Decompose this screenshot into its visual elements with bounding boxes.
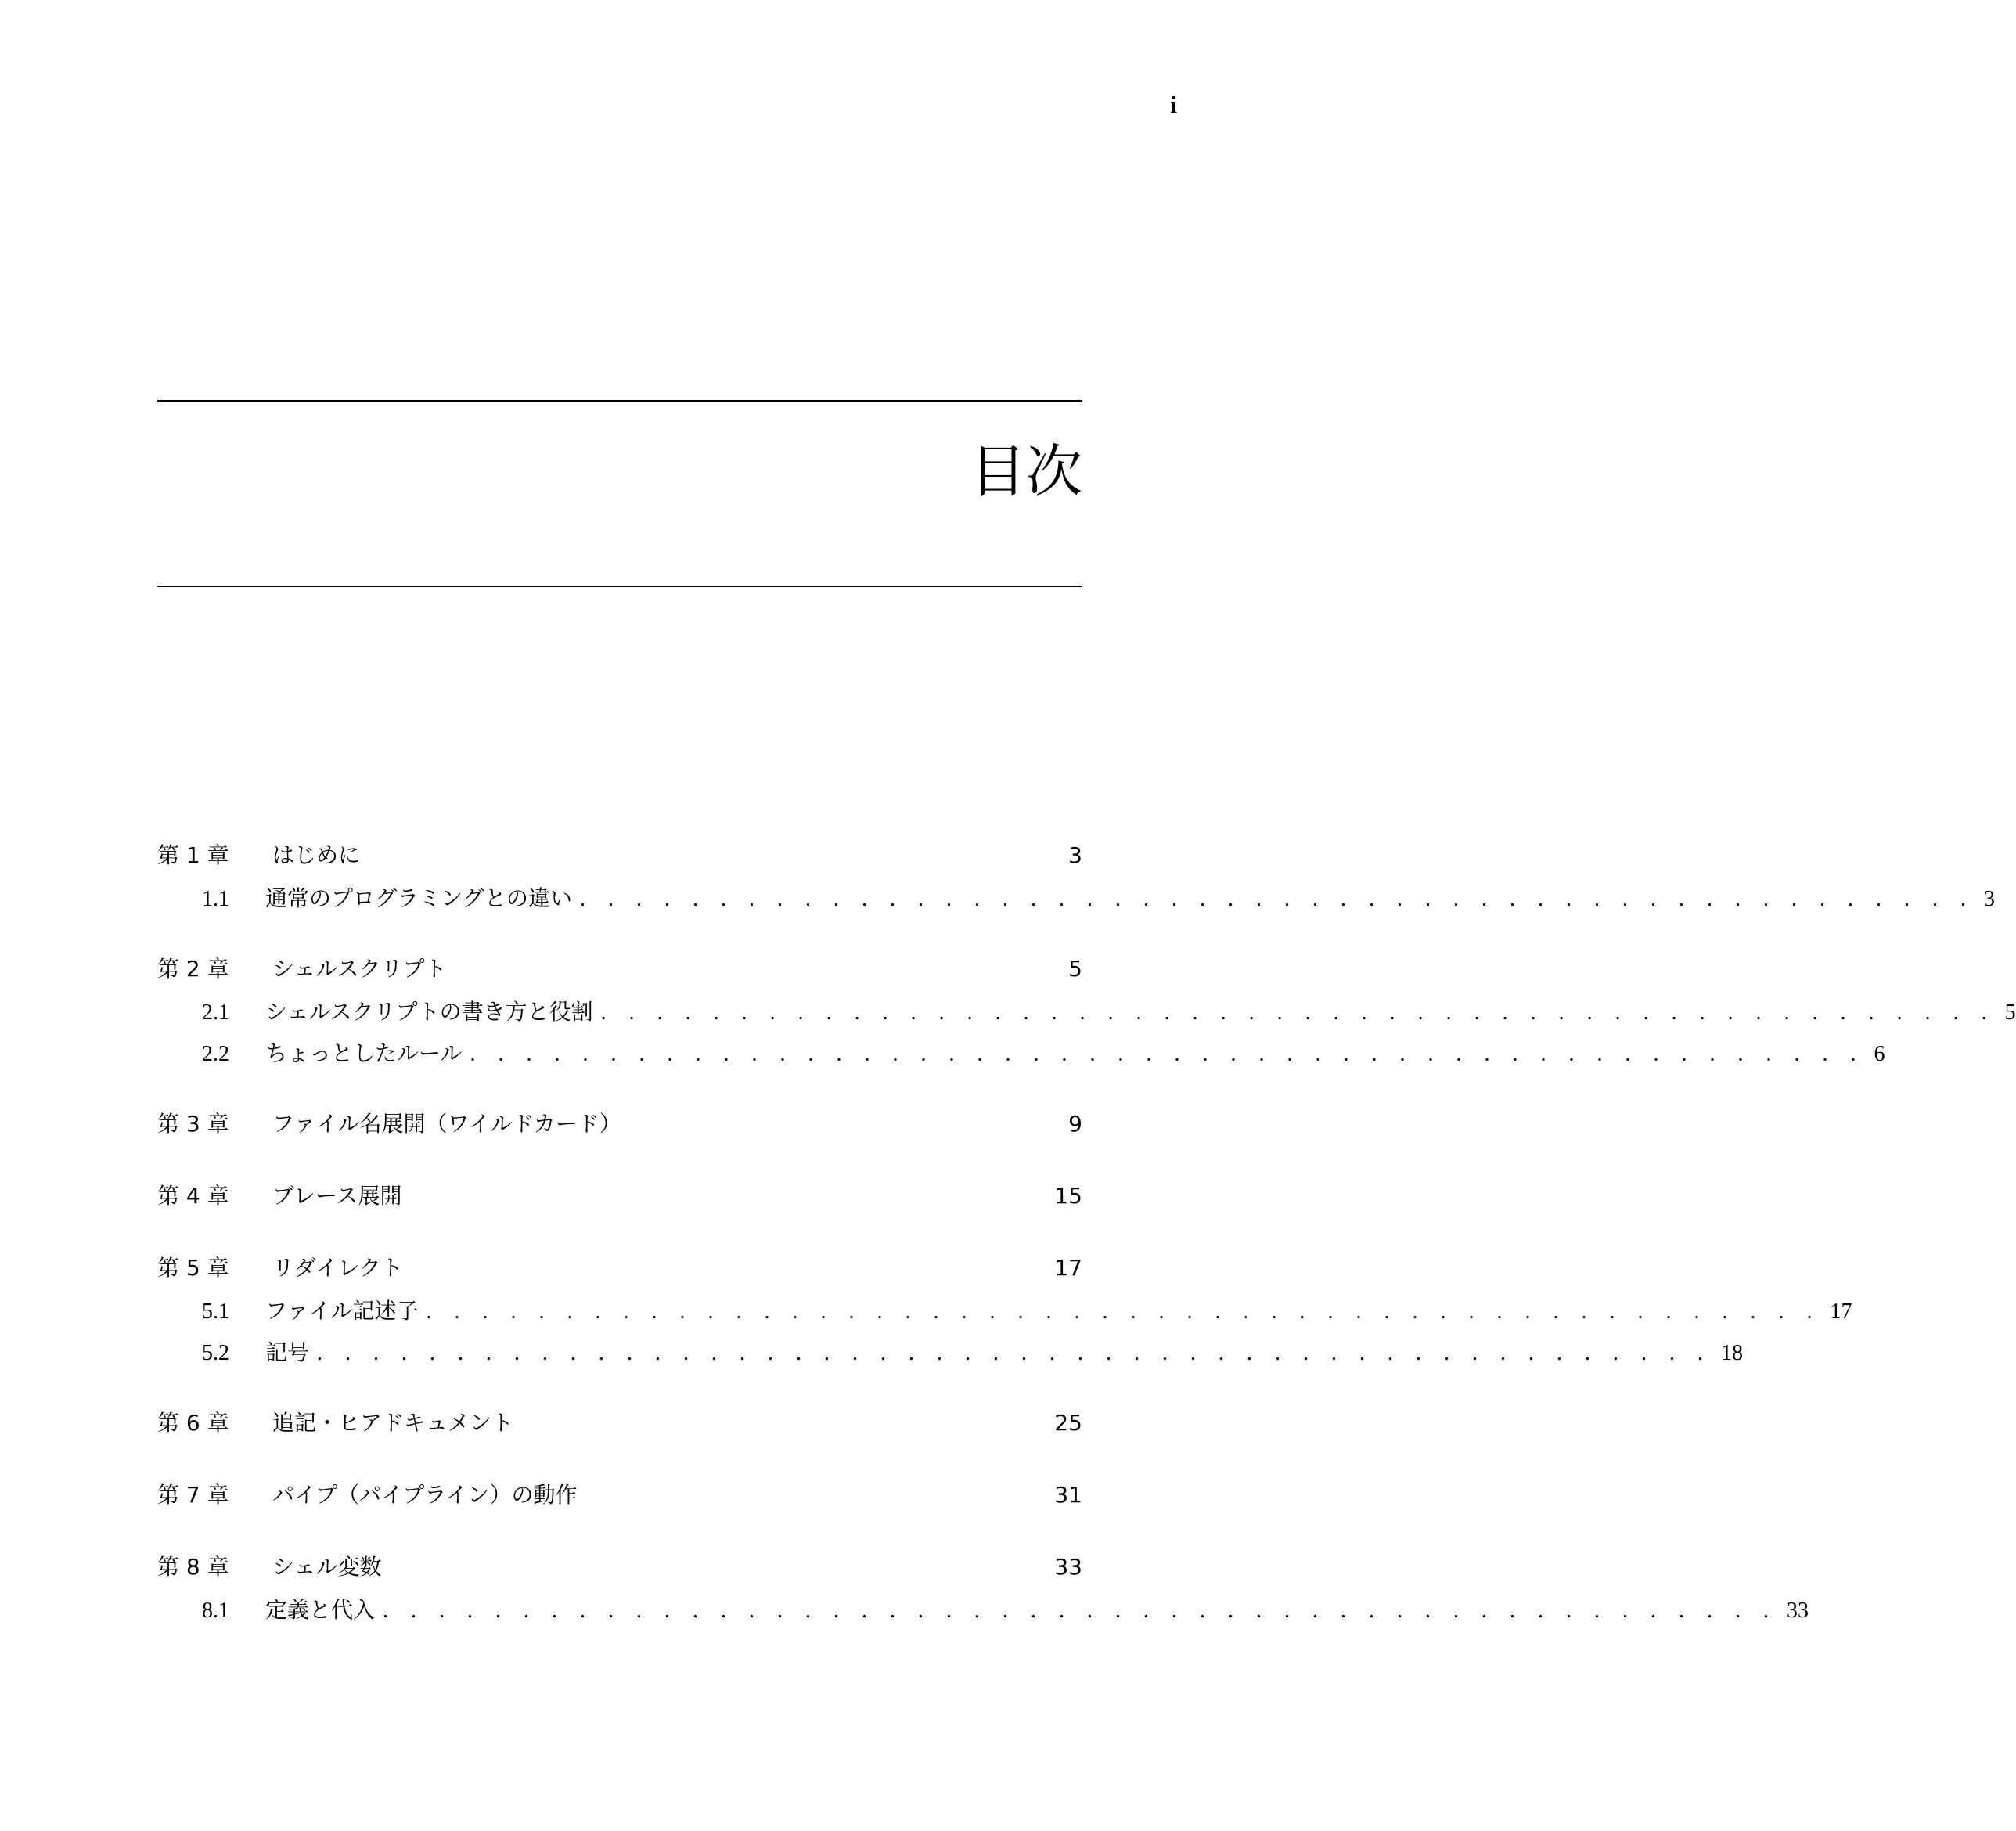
chapter-number: 第 3 章 (157, 1111, 229, 1137)
toc-section[interactable] (157, 1033, 1885, 1075)
section-title: ファイル記述子 (265, 1299, 419, 1324)
toc-chapter[interactable] (157, 1245, 1082, 1291)
title-rule-top (157, 400, 1082, 402)
chapter-number: 第 6 章 (157, 1410, 229, 1436)
toc-chapter[interactable] (157, 1400, 1082, 1446)
chapter-page: 33 (1054, 1554, 1082, 1580)
section-page: 17 (1830, 1299, 1852, 1324)
toc-section[interactable] (157, 1291, 1852, 1332)
section-number: 5.2 (202, 1341, 229, 1365)
chapter-page: 3 (1068, 842, 1082, 868)
section-title: ちょっとしたルール (265, 1042, 463, 1066)
title-rule-bottom (157, 586, 1082, 587)
chapter-gap (157, 1075, 1082, 1101)
section-number: 1.1 (202, 887, 229, 911)
chapter-gap (157, 1147, 1082, 1173)
chapter-number: 第 5 章 (157, 1255, 229, 1281)
section-number: 5.1 (202, 1299, 229, 1324)
chapter-gap (157, 1518, 1082, 1544)
chapter-page: 9 (1068, 1111, 1082, 1137)
chapter-page: 5 (1068, 956, 1082, 982)
chapter-title: シェルスクリプト (272, 956, 447, 982)
table-of-contents (157, 833, 2016, 1631)
dot-leader: . . . . . . . . . . . . . . . . . . . . . . . . . . . . . . . . . . . . . . . . . . . . . . . . . . (580, 887, 1975, 911)
toc-chapter[interactable] (157, 833, 1082, 878)
section-page: 3 (1984, 887, 1996, 911)
section-title: 通常のプログラミングとの違い (265, 887, 573, 911)
section-page: 6 (1874, 1042, 1885, 1066)
chapter-number: 第 4 章 (157, 1183, 229, 1209)
chapter-number: 第 2 章 (157, 956, 229, 982)
dot-leader: . . . . . . . . . . . . . . . . . . . . . . . . . . . . . . . . . . . . . . . . . . . . . . . . . . (383, 1599, 1778, 1623)
chapter-number: 第 8 章 (157, 1554, 229, 1580)
toc-chapter[interactable] (157, 1472, 1082, 1518)
chapter-title: リダイレクト (272, 1255, 403, 1281)
section-number: 2.1 (202, 1000, 229, 1025)
toc-chapter[interactable] (157, 946, 1082, 992)
chapter-gap (157, 1446, 1082, 1472)
toc-section[interactable] (157, 1332, 1744, 1374)
dot-leader: . . . . . . . . . . . . . . . . . . . . . . . . . . . . . . . . . . . . . . . . . . . . . . . . . . (317, 1341, 1712, 1365)
chapter-title: シェル変数 (272, 1554, 382, 1580)
toc-chapter[interactable] (157, 1173, 1082, 1219)
chapter-number: 第 7 章 (157, 1482, 229, 1508)
chapter-number: 第 1 章 (157, 842, 229, 868)
section-number: 2.2 (202, 1042, 229, 1066)
section-title: 定義と代入 (265, 1599, 376, 1623)
chapter-gap (157, 1374, 1082, 1400)
section-page: 18 (1721, 1341, 1744, 1365)
section-number: 8.1 (202, 1599, 229, 1623)
dot-leader: . . . . . . . . . . . . . . . . . . . . . . . . . . . . . . . . . . . . . . . . . . . . . . . . . . (426, 1299, 1821, 1324)
chapter-title: 追記・ヒアドキュメント (272, 1410, 514, 1436)
page-number: i (1170, 91, 1177, 118)
chapter-page: 31 (1054, 1482, 1082, 1508)
section-title: 記号 (265, 1341, 310, 1365)
chapter-page: 15 (1054, 1183, 1082, 1209)
toc-title: 目次 (969, 438, 1082, 504)
section-page: 5 (2004, 1000, 2016, 1025)
chapter-gap (157, 1219, 1082, 1245)
chapter-title: パイプ（パイプライン）の動作 (272, 1482, 578, 1508)
chapter-title: ファイル名展開（ワイルドカード） (272, 1111, 621, 1137)
dot-leader: . . . . . . . . . . . . . . . . . . . . . . . . . . . . . . . . . . . . . . . . . . . . . . . . . . (600, 1000, 1996, 1025)
toc-section[interactable] (157, 1590, 1809, 1631)
chapter-title: はじめに (272, 842, 361, 868)
chapter-page: 25 (1054, 1410, 1082, 1436)
chapter-title: ブレース展開 (272, 1183, 402, 1209)
chapter-page: 17 (1054, 1255, 1082, 1281)
section-title: シェルスクリプトの書き方と役割 (265, 1000, 593, 1025)
toc-chapter[interactable] (157, 1101, 1082, 1147)
toc-section[interactable] (157, 992, 2016, 1033)
dot-leader: . . . . . . . . . . . . . . . . . . . . . . . . . . . . . . . . . . . . . . . . . . . . . . . . . . (470, 1042, 1865, 1066)
chapter-gap (157, 920, 1082, 946)
toc-section[interactable] (157, 878, 1996, 920)
section-page: 33 (1787, 1599, 1809, 1623)
toc-chapter[interactable] (157, 1544, 1082, 1590)
